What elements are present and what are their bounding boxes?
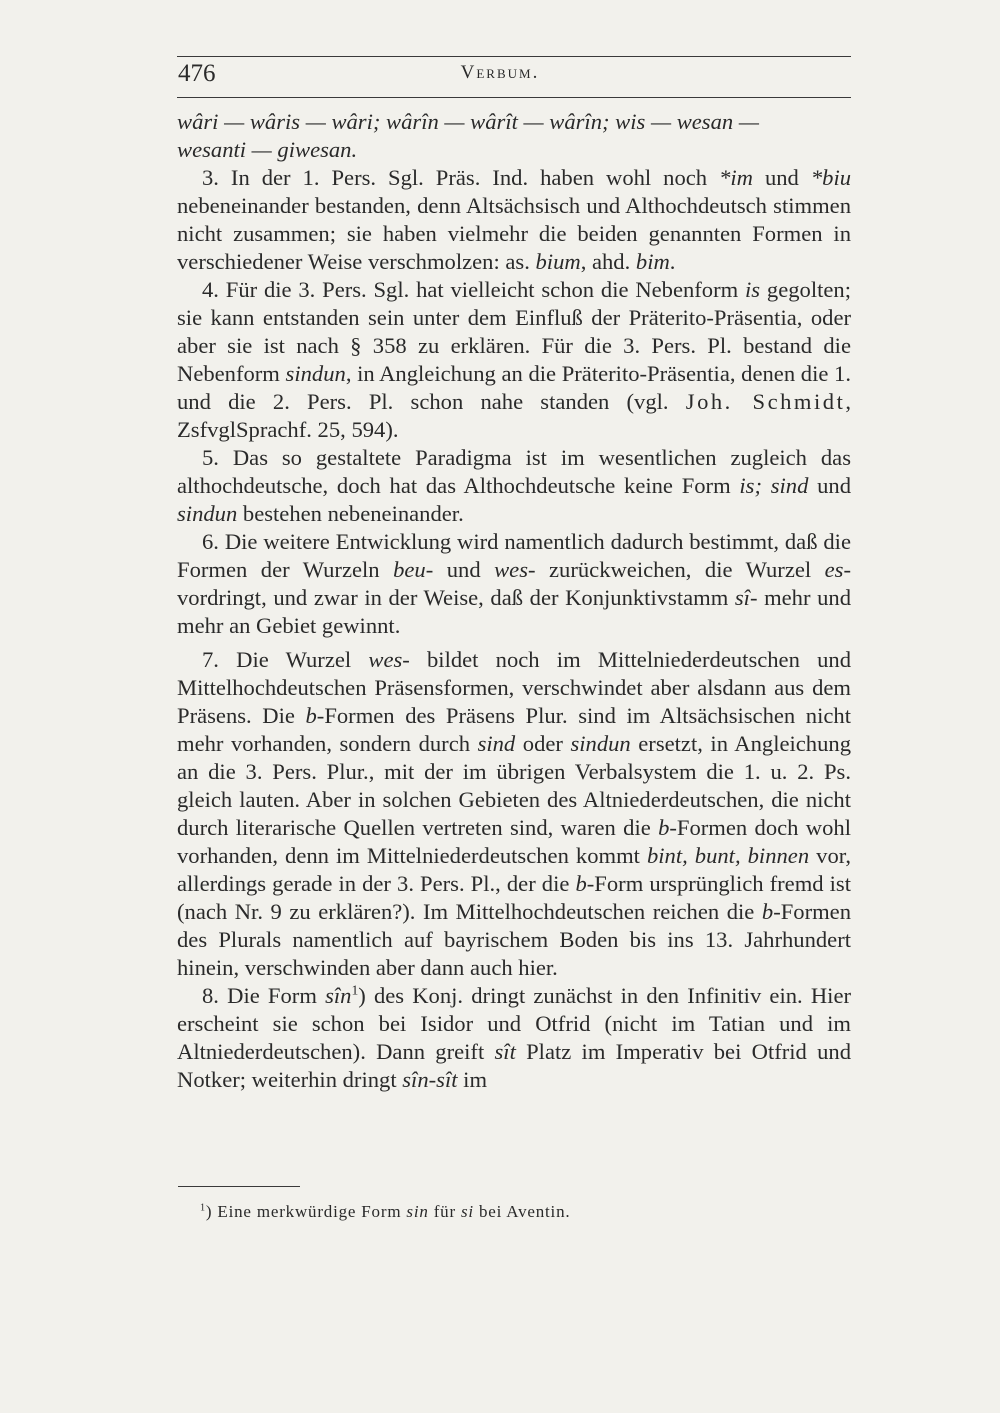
- paragraph-3: 3. In der 1. Pers. Sgl. Präs. Ind. haben wohl noch *im und *biu nebeneinander bestanden, denn Altsächsisch und Althochdeutsch stimmen nicht zusammen; sie haben vielmehr die beiden genannten Formen in verschiedener Weise verschmolzen: as. bium, ahd. bim.: [177, 165, 852, 274]
- footnote-rule: [178, 1186, 300, 1187]
- paragraph-4: 4. Für die 3. Pers. Sgl. hat vielleicht schon die Nebenform is gegolten; sie kann entstanden sein unter dem Einfluß der Präterito-Präsentia, oder aber sie ist nach § 358 zu erklären. Für die 3. Pers. Pl. bestand die Nebenform sindun, in Angleichung an die Präterito-Präsentia, denen die 1. und die 2. Pers. Pl. schon nahe standen (vgl. Joh. Schmidt, ZsfvglSprachf. 25, 594).: [177, 277, 851, 442]
- paradigm-line-2: wesanti — giwesan.: [177, 137, 358, 162]
- paradigm-line-1: wâri — wâris — wâri; wârîn — wârît — wârîn; wis — wesan —: [177, 109, 759, 134]
- page-number: 476: [178, 60, 216, 87]
- paragraph-6: 6. Die weitere Entwicklung wird namentlich dadurch bestimmt, daß die Formen der Wurzeln beu- und wes- zurückweichen, die Wurzel es- vordringt, und zwar in der Weise, daß der Konjunktivstamm sî- mehr und mehr an Gebiet gewinnt.: [177, 529, 852, 638]
- footnote-ref: 1: [351, 982, 359, 998]
- header-bottom-rule: [177, 97, 851, 98]
- main-text: [177, 108, 851, 1094]
- running-head: Verbum.: [460, 62, 540, 83]
- paragraph-7: 7. Die Wurzel wes- bildet noch im Mittelniederdeutschen und Mittelhochdeutschen Präsensformen, verschwindet aber alsdann aus dem Präsens. Die b-Formen des Präsens Plur. sind im Altsächsischen nicht mehr vorhanden, sondern durch sind oder sindun ersetzt, in Angleichung an die 3. Pers. Plur., mit der im übrigen Verbalsystem die 1. u. 2. Ps. gleich lauten. Aber in solchen Gebieten des Altniederdeutschen, die nicht durch literarische Quellen vertreten sind, waren die b-Formen doch wohl vorhanden, denn im Mittelniederdeutschen kommt bint, bunt, binnen vor, allerdings gerade in der 3. Pers. Pl., der die b-Form ursprünglich fremd ist (nach Nr. 9 zu erklären?). Im Mittelhochdeutschen reichen die b-Formen des Plurals namentlich auf bayrischem Boden bis ins 13. Jahrhundert hinein, verschwinden aber dann auch hier.: [177, 647, 852, 980]
- header-top-rule: [177, 56, 851, 57]
- paragraph-5: 5. Das so gestaltete Paradigma ist im wesentlichen zugleich das althochdeutsche, doch hat das Althochdeutsche keine Form is; sind und sindun bestehen nebeneinander.: [177, 445, 851, 526]
- footnote: $^1$) Eine merkwürdige Form sin für si bei Aventin.: [200, 1202, 571, 1221]
- paragraph-8: 8. Die Form sîn$^1$) des Konj. dringt zunächst in den Infinitiv ein. Hier erscheint sie schon bei Isidor und Otfrid (nicht im Tatian und im Altniederdeutschen). Dann greift sît Platz im Imperativ bei Otfrid und Notker; weiterhin dringt sîn-sît im: [177, 982, 851, 1092]
